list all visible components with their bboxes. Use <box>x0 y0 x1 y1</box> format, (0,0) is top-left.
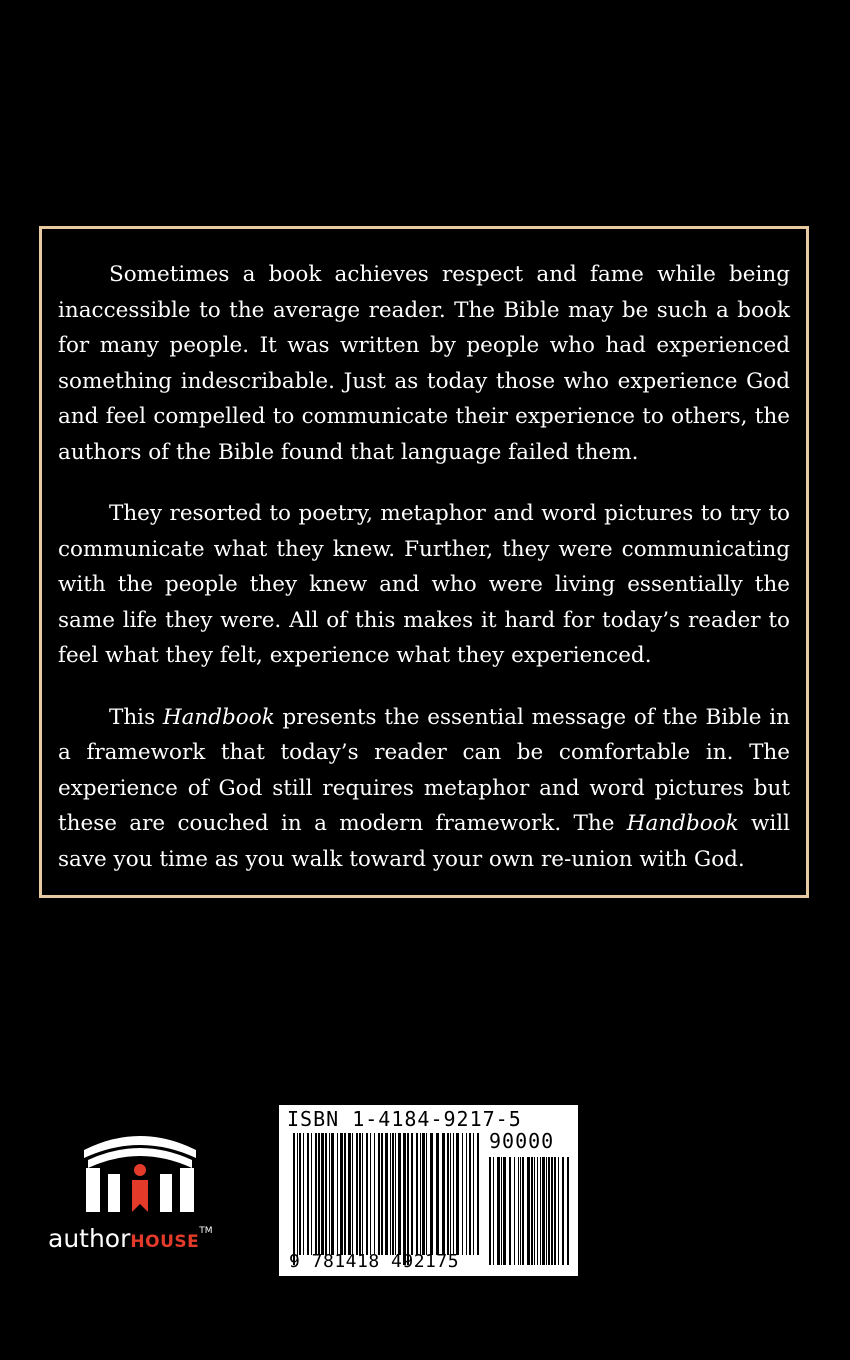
trademark-symbol: TM <box>199 1226 213 1236</box>
blurb-p3-text-e: will save you time as you walk toward your own re-union with God. <box>58 811 790 872</box>
blurb-p3-text-c: presents the essential message of the Bible in a framework that today’s reader can be comfortable in. The experience of God still requires metaphor and word pictures but these are couched in a modern framework. The <box>58 704 790 836</box>
ean-number: 9 781418 492175 <box>289 1251 460 1272</box>
isbn-label: ISBN 1-4184-9217-5 <box>287 1107 522 1131</box>
wordmark-house: HOUSE <box>130 1232 200 1252</box>
blurb-p3-text-a: This <box>109 704 163 730</box>
handbook-title-italic: Handbook <box>162 704 275 730</box>
price-addon-number: 90000 <box>489 1129 555 1153</box>
handbook-title-italic: Handbook <box>626 811 739 836</box>
wordmark-author: author <box>48 1224 131 1253</box>
isbn-barcode <box>279 1105 578 1276</box>
blurb-paragraph-1: Sometimes a book achieves respect and fame while being inaccessible to the average reader. The Bible may be such a book for many people. It was written by people who had experienced something indescribable. Just as today those who experience God and feel compelled to communicate their experience to others, the authors of the Bible found that language failed them. <box>58 262 790 465</box>
publisher-logo <box>48 1128 248 1268</box>
publisher-wordmark <box>48 1224 248 1253</box>
blurb-paragraph-3 <box>58 700 790 878</box>
house-book-icon <box>82 1128 198 1220</box>
blurb-paragraph-2: They resorted to poetry, metaphor and word pictures to try to communicate what they knew. Further, they were communicating with the people they knew and who were living essentially the same life they were. All of this makes it hard for today’s reader to feel what they felt, experience what they experienced. <box>58 501 790 668</box>
blurb-frame <box>39 226 809 898</box>
